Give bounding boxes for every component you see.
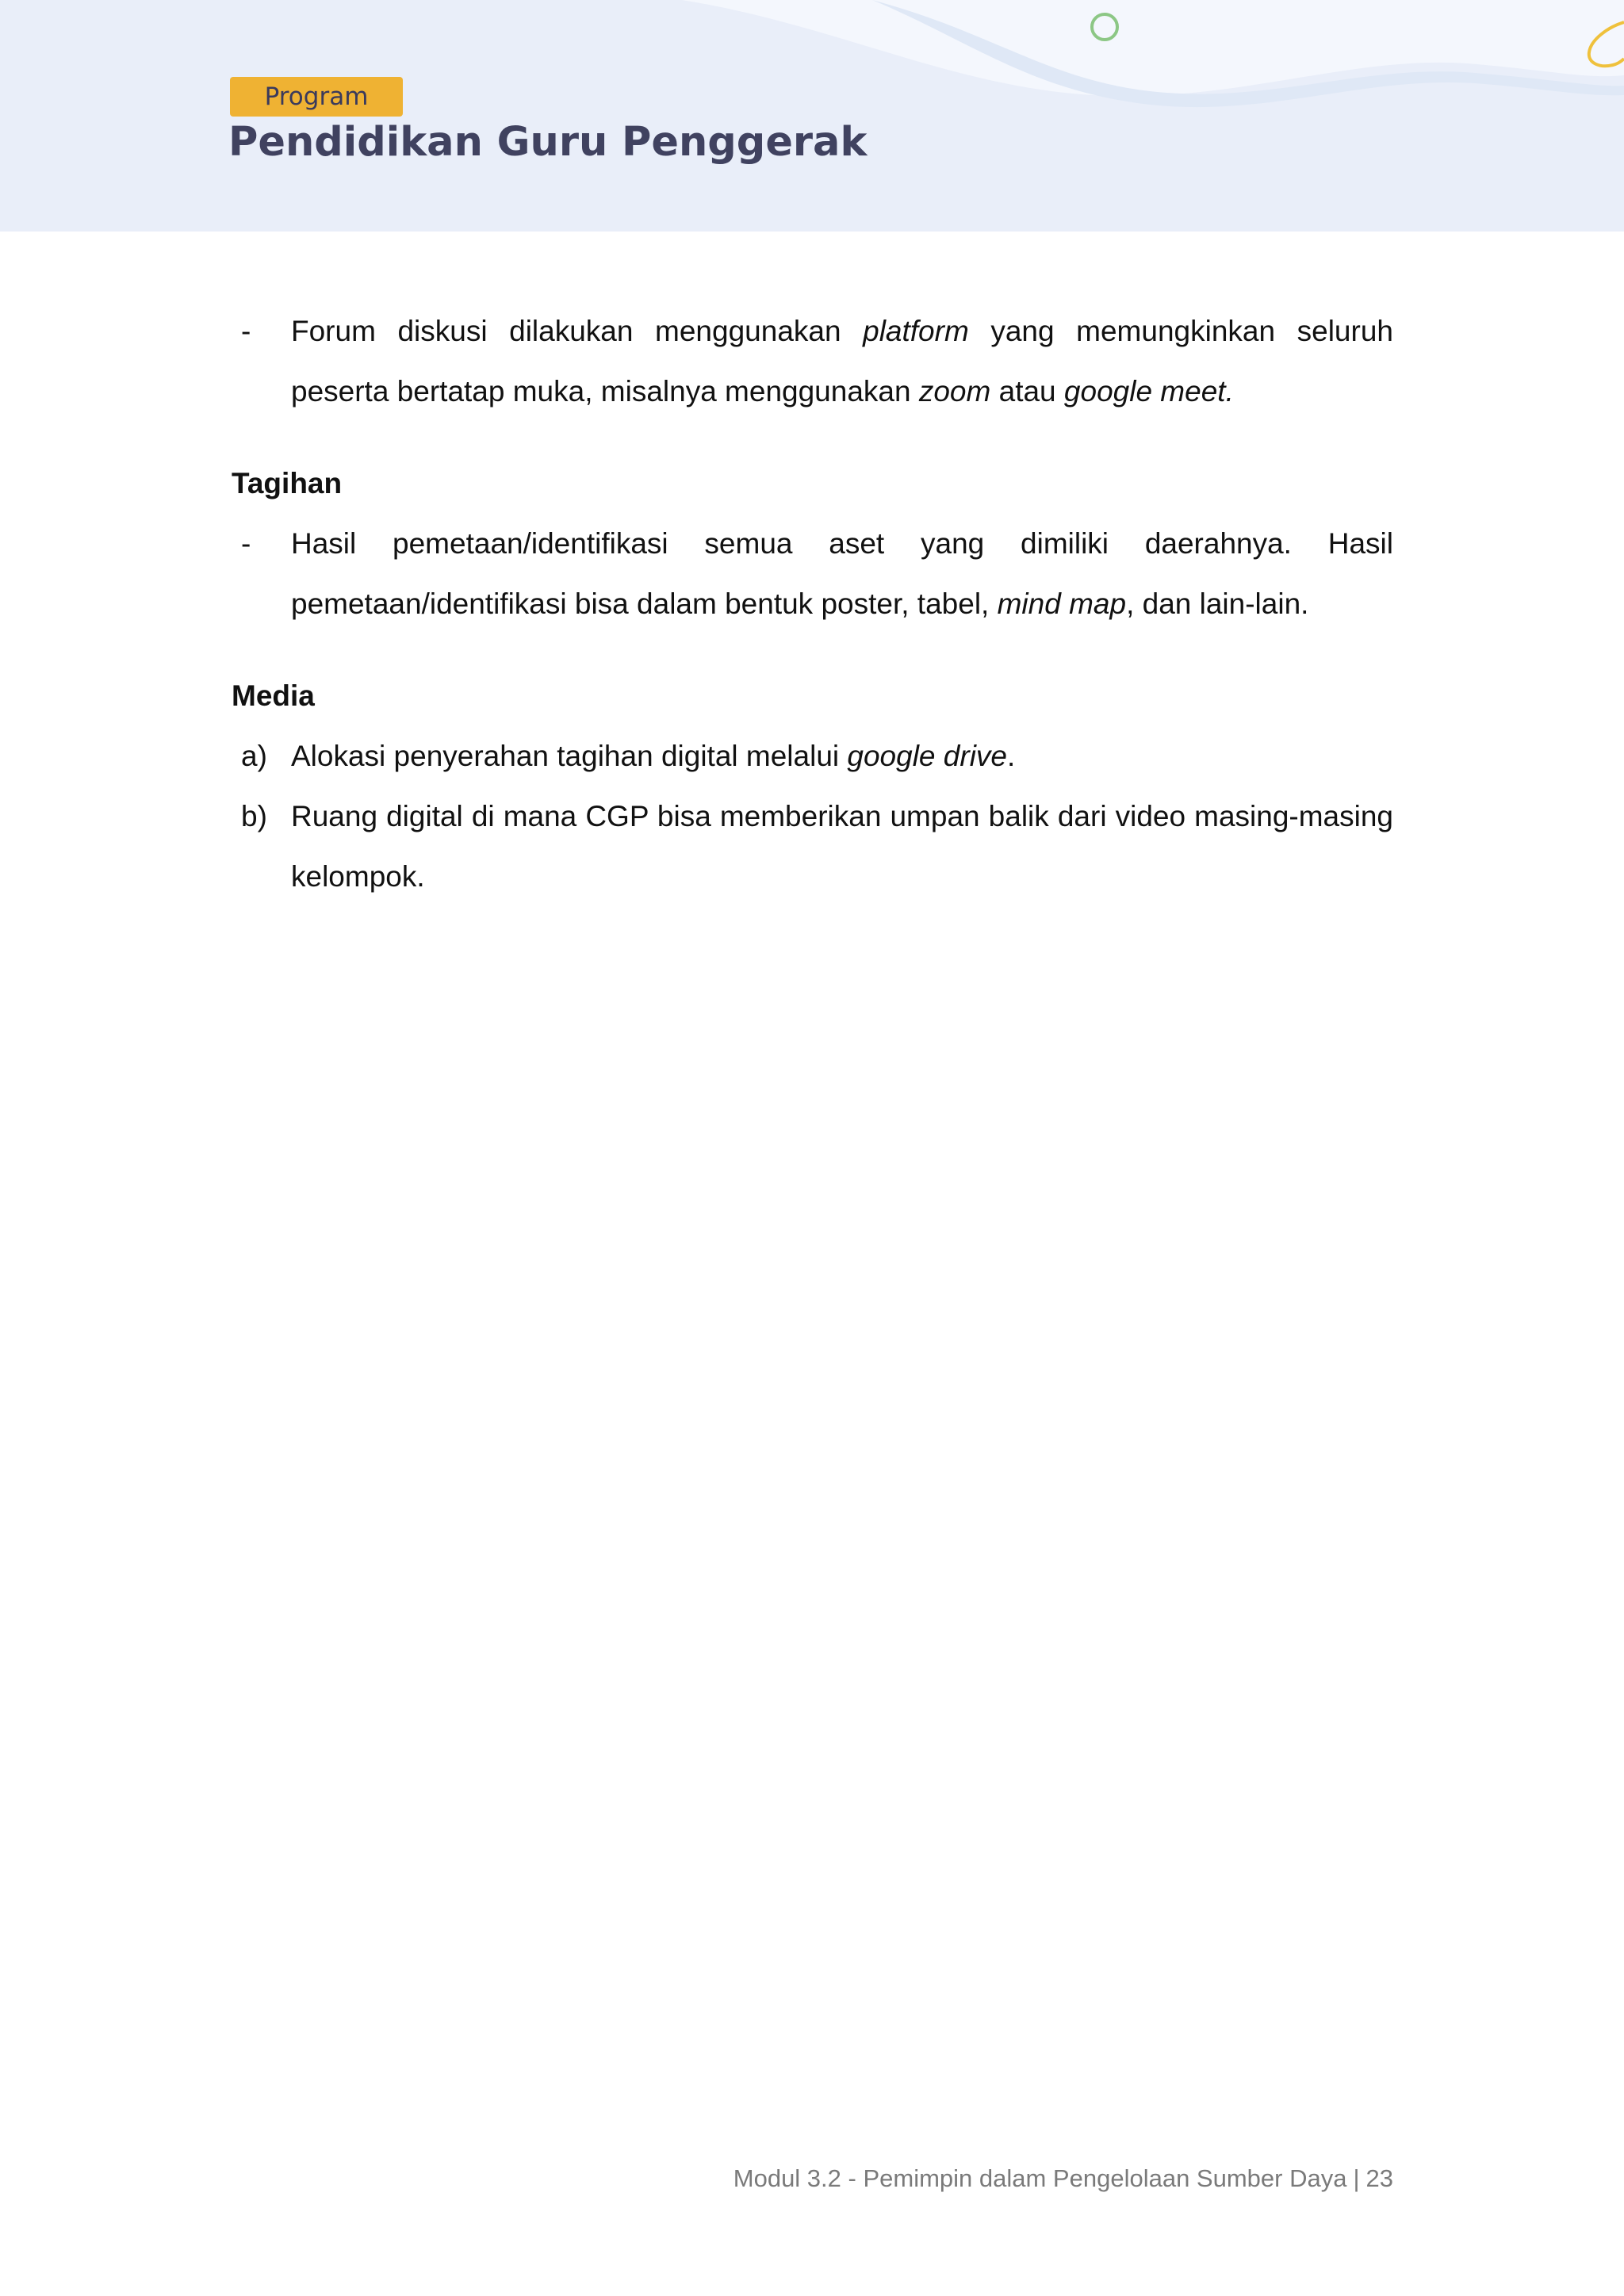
document-body: [232, 301, 1393, 907]
media-item-b: [232, 786, 1393, 907]
module-title: Modul 3.2 - Pemimpin dalam Pengelolaan Sumber Daya: [733, 2164, 1347, 2192]
tagihan-bullet: [232, 514, 1393, 634]
media-heading: Media: [232, 679, 315, 712]
yellow-leaf-icon: [1584, 16, 1624, 71]
forum-paragraph: Forum diskusi dilakukan menggunakan platform yang memungkinkan seluruh peserta bertatap muka, misalnya menggunakan zoom atau google meet.: [291, 315, 1393, 408]
media-item-a: [232, 726, 1393, 786]
bullet-marker: -: [241, 527, 251, 560]
tagihan-paragraph: Hasil pemetaan/identifikasi semua aset yang dimiliki daerahnya. Hasil pemetaan/identifikasi bisa dalam bentuk poster, tabel, mind map, dan lain-lain.: [291, 527, 1393, 620]
list-marker-a: a): [241, 740, 267, 772]
page-number: 23: [1365, 2164, 1393, 2192]
page-header: [0, 0, 1624, 232]
page-footer: [619, 2164, 1393, 2193]
program-badge: Program: [230, 77, 403, 117]
bullet-marker: -: [241, 315, 251, 347]
list-marker-b: b): [241, 800, 267, 832]
program-title: Pendidikan Guru Penggerak: [228, 119, 868, 166]
tagihan-heading: Tagihan: [232, 467, 343, 499]
media-item-b-text: Ruang digital di mana CGP bisa memberikan umpan balik dari video masing-masing kelompok.: [291, 800, 1393, 893]
forum-bullet: [232, 301, 1393, 422]
green-circle-icon: [1089, 11, 1120, 43]
footer-separator: |: [1353, 2164, 1360, 2192]
media-item-a-text: Alokasi penyerahan tagihan digital melalui google drive.: [291, 740, 1016, 772]
